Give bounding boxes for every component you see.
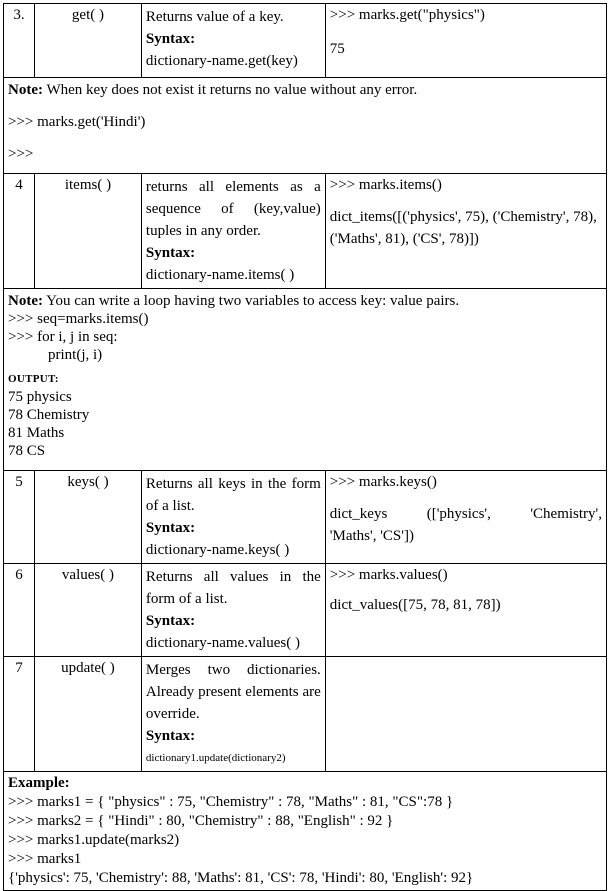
syntax-text: dictionary-name.values( ) (145, 635, 301, 651)
function-name: update( ) (35, 657, 142, 772)
note-row (4, 289, 607, 471)
code-line: >>> marks1 (8, 851, 82, 867)
syntax-text: dictionary-name.get(key) (145, 53, 298, 69)
table-row (4, 564, 607, 657)
example-code: >>> marks.get("physics") (329, 7, 485, 23)
row-number: 6 (4, 564, 35, 657)
output-label: OUTPUT: (8, 373, 59, 385)
example-output: dict_values([75, 78, 81, 78]) (329, 596, 501, 613)
code-line: >>> marks.get('Hindi') (8, 114, 146, 130)
function-name: values( ) (35, 564, 142, 657)
description-text: returns all elements as a sequence of (key,value) tuples in any order. (145, 179, 321, 239)
row-number: 7 (4, 657, 35, 772)
note-label: Note: (8, 293, 43, 309)
code-line: >>> for i, j in seq: (8, 329, 118, 345)
syntax-label: Syntax: (145, 31, 196, 47)
code-line: {'physics': 75, 'Chemistry': 88, 'Maths': 81, 'CS': 78, 'Hindi': 80, 'English': 92} (8, 870, 474, 886)
example-row (4, 772, 607, 891)
example-cell (325, 471, 606, 564)
example-output: 75 (329, 40, 345, 57)
syntax-text: dictionary1.update(dictionary2) (145, 752, 286, 764)
syntax-text: dictionary-name.items( ) (145, 267, 295, 283)
example-code: >>> marks.keys() (329, 474, 437, 490)
example-cell (325, 564, 606, 657)
note-cell (4, 289, 607, 471)
code-line: >>> marks2 = { "Hindi" : 80, "Chemistry" : 88, "English" : 92 } (8, 813, 394, 829)
description-text: Returns value of a key. (145, 9, 284, 25)
example-cell (325, 4, 606, 78)
description-text: Merges two dictionaries. Already present elements are override. (145, 662, 321, 722)
dictionary-methods-table (3, 3, 607, 891)
table-row (4, 4, 607, 78)
function-name: get( ) (35, 4, 142, 78)
example-output-continued: 'Maths', 'CS']) (329, 527, 414, 544)
table-row (4, 471, 607, 564)
syntax-text: dictionary-name.keys( ) (145, 542, 290, 558)
table-row (4, 174, 607, 289)
description-cell (141, 564, 325, 657)
code-line: >>> seq=marks.items() (8, 311, 149, 327)
note-cell (4, 78, 607, 174)
example-label: Example: (8, 775, 70, 791)
row-number: 4 (4, 174, 35, 289)
code-line: >>> marks1.update(marks2) (8, 832, 180, 848)
code-line: >>> (8, 146, 34, 162)
example-cell (325, 657, 606, 772)
function-name: keys( ) (35, 471, 142, 564)
description-text: Returns all values in the form of a list. (145, 569, 321, 607)
output-line: 75 physics (8, 389, 72, 405)
note-text: When key does not exist it returns no value without any error. (42, 82, 418, 98)
example-output: dict_keys (['physics', 'Chemistry', (329, 505, 602, 522)
syntax-label: Syntax: (145, 520, 196, 536)
description-cell (141, 657, 325, 772)
code-line: print(j, i) (48, 347, 103, 363)
output-line: 78 Chemistry (8, 407, 90, 423)
example-output: dict_items([('physics', 75), ('Chemistry', 78), ('Maths', 81), ('CS', 78)]) (329, 208, 597, 247)
example-code: >>> marks.items() (329, 177, 442, 193)
function-name: items( ) (35, 174, 142, 289)
note-label: Note: (8, 82, 43, 98)
syntax-label: Syntax: (145, 613, 196, 629)
description-cell (141, 471, 325, 564)
description-text: Returns all keys in the form of a list. (145, 476, 321, 514)
table-row (4, 657, 607, 772)
example-cell (325, 174, 606, 289)
code-line: >>> marks1 = { "physics" : 75, "Chemistry" : 78, "Maths" : 81, "CS":78 } (8, 794, 454, 810)
description-cell (141, 4, 325, 78)
note-text: You can write a loop having two variables to access key: value pairs. (42, 293, 460, 309)
syntax-label: Syntax: (145, 245, 196, 261)
note-row (4, 78, 607, 174)
syntax-label: Syntax: (145, 728, 196, 744)
example-code: >>> marks.values() (329, 567, 448, 583)
output-line: 81 Maths (8, 425, 65, 441)
row-number: 5 (4, 471, 35, 564)
output-line: 78 CS (8, 443, 46, 459)
description-cell (141, 174, 325, 289)
row-number: 3. (4, 4, 35, 78)
example-block (4, 772, 607, 891)
